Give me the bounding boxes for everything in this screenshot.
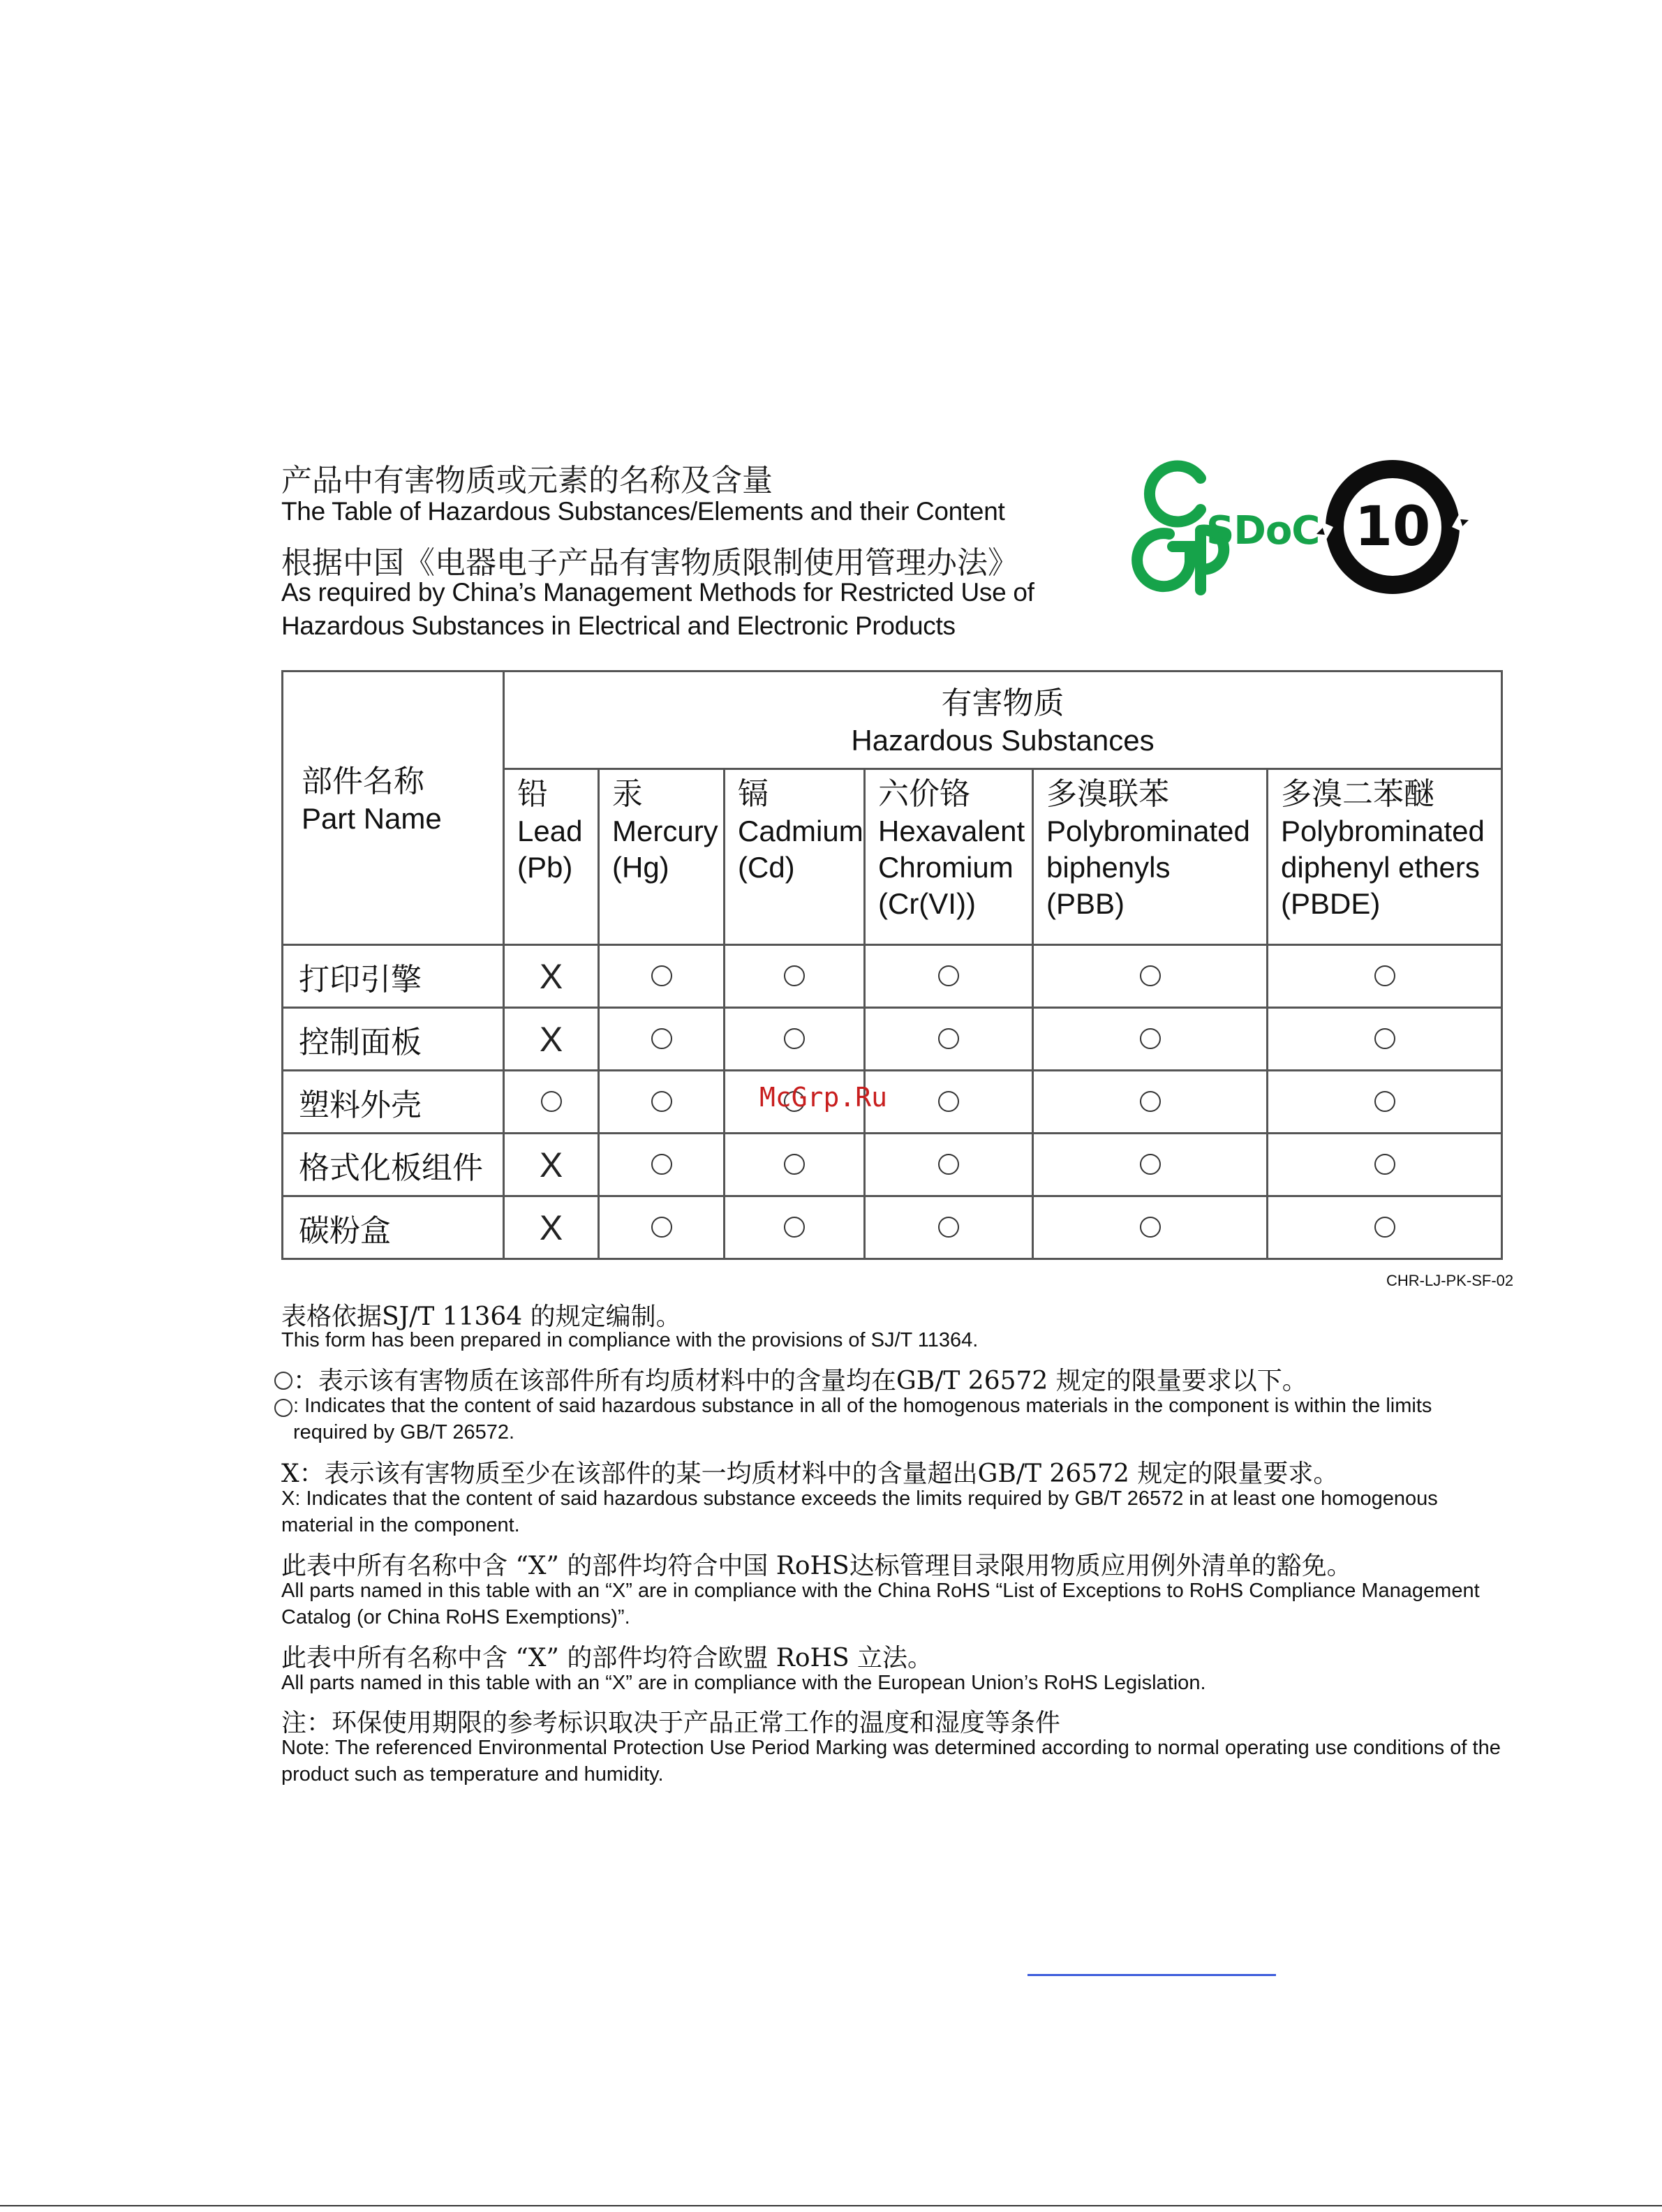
within-limit-circle-icon [1374,965,1395,986]
basis-zh: 根据中国《电器电子产品有害物质限制使用管理办法》 [281,545,1018,581]
within-limit-circle-icon [1140,1154,1161,1175]
substance-mark-cell [865,1008,1033,1071]
substance-mark-cell [1033,1196,1268,1259]
part-name-cell: 打印引擎 [283,945,504,1008]
substance-en-line1: Polybrominated [1281,815,1485,847]
within-limit-circle-icon [1140,1028,1161,1049]
substance-zh: 多溴二苯醚 [1281,776,1434,812]
substance-header [504,769,599,945]
substance-en-line2: (Hg) [612,851,669,884]
within-limit-circle-icon [938,1091,959,1112]
hazardous-substances-table [281,670,1503,1260]
substance-mark-cell [1033,945,1268,1008]
substance-mark-cell [1033,1134,1268,1196]
within-limit-circle-icon [1374,1154,1395,1175]
table-row [283,1008,1502,1071]
within-limit-circle-icon [1140,965,1161,986]
exceeds-mark: X [539,1019,563,1059]
note4-en: All parts named in this table with an “X” are in compliance with the China RoHS “List of Exceptions to RoHS Compliance Management Catalog (or China RoHS Exemptions)”. [281,1580,1480,1628]
note3-zh: X：表示该有害物质至少在该部件的某一均质材料中的含量超出GB/T 26572 规定的限量要求。 [281,1460,1339,1488]
form-code: CHR-LJ-PK-SF-02 [1386,1272,1514,1289]
hazard-en: Hazardous Substances [851,724,1155,757]
within-limit-circle-icon [651,1154,672,1175]
part-name-zh: 部件名称 [302,764,424,799]
substance-en-line3: (PBDE) [1281,887,1381,920]
within-limit-circle-icon [651,1217,672,1238]
substance-mark-cell [865,1071,1033,1134]
substance-mark-cell [504,1008,599,1071]
note6-zh: 注：环保使用期限的参考标识取决于产品正常工作的温度和湿度等条件 [281,1709,1061,1737]
substance-zh: 汞 [612,776,643,812]
circle-icon [274,1399,292,1417]
basis-en-line2: Hazardous Substances in Electrical and Electronic Products [281,611,956,640]
substance-en-line2: (Pb) [517,851,573,884]
substance-header [865,769,1033,945]
note5-zh: 此表中所有名称中含 “X” 的部件均符合欧盟 RoHS 立法。 [281,1644,933,1672]
note2-en: : Indicates that the content of said hazardous substance in all of the homogenous materials in the component is within the limits required by GB/T 26572. [293,1395,1432,1443]
within-limit-circle-icon [651,1091,672,1112]
part-name-cell: 塑料外壳 [283,1071,504,1134]
within-limit-circle-icon [938,965,959,986]
within-limit-circle-icon [938,1217,959,1238]
substance-mark-cell [725,945,865,1008]
substance-en-line3: (PBB) [1046,887,1125,920]
substance-mark-cell [599,1134,725,1196]
within-limit-circle-icon [784,1028,805,1049]
sdoc-logo: SDoC [1206,508,1320,554]
substance-mark-cell [504,1196,599,1259]
within-limit-circle-icon [938,1154,959,1175]
substance-mark-cell [504,945,599,1008]
hazard-zh: 有害物质 [941,685,1064,721]
watermark: McGrp.Ru [759,1082,888,1113]
within-limit-circle-icon [784,1217,805,1238]
exceeds-mark: X [539,1208,563,1247]
substance-header [1268,769,1502,945]
page-bottom-rule [0,2205,1662,2206]
within-limit-circle-icon [784,965,805,986]
substance-mark-cell [1033,1071,1268,1134]
substance-en-line2: diphenyl ethers [1281,851,1480,884]
substance-mark-cell [725,1008,865,1071]
within-limit-circle-icon [1140,1091,1161,1112]
link-underline[interactable] [1027,1974,1276,1976]
within-limit-circle-icon [938,1028,959,1049]
substance-mark-cell [725,1196,865,1259]
part-name-header [283,671,504,945]
substance-header [725,769,865,945]
exceeds-mark: X [539,1145,563,1185]
substance-mark-cell [504,1134,599,1196]
substance-mark-cell [1268,945,1502,1008]
substance-mark-cell [725,1134,865,1196]
substance-header [1033,769,1268,945]
note1-en: This form has been prepared in compliance with the provisions of SJ/T 11364. [281,1329,979,1351]
part-name-en: Part Name [302,802,442,835]
hazard-header [504,671,1502,769]
part-name-cell: 格式化板组件 [283,1134,504,1196]
note4-zh: 此表中所有名称中含 “X” 的部件均符合中国 RoHS达标管理目录限用物质应用例外清单的豁免。 [281,1552,1352,1580]
note1-zh: 表格依据SJ/T 11364 的规定编制。 [281,1302,681,1331]
substance-mark-cell [1268,1134,1502,1196]
part-name-cell: 碳粉盒 [283,1196,504,1259]
within-limit-circle-icon [1374,1217,1395,1238]
substance-en-line1: Hexavalent [878,815,1025,847]
substance-en-line2: biphenyls [1046,851,1171,884]
note2-zh: ：表示该有害物质在该部件所有均质材料中的含量均在GB/T 26572 规定的限量要求以下。 [293,1367,1307,1395]
table-row [283,1196,1502,1259]
substance-mark-cell [599,1071,725,1134]
substance-header [599,769,725,945]
substance-mark-cell [599,945,725,1008]
epup-10-icon [1312,457,1473,597]
part-name-cell: 控制面板 [283,1008,504,1071]
title-en: The Table of Hazardous Substances/Elements and their Content [281,497,1005,526]
table-row [283,1134,1502,1196]
substance-en-line1: Mercury [612,815,718,847]
substance-mark-cell [1268,1071,1502,1134]
substance-mark-cell [865,945,1033,1008]
substance-en-line1: Cadmium [738,815,863,847]
note3-en: X: Indicates that the content of said hazardous substance exceeds the limits required by GB/T 26572 in at least one homogenous material in the component. [281,1487,1438,1536]
substance-mark-cell [1268,1196,1502,1259]
substance-mark-cell [599,1008,725,1071]
substance-mark-cell [1033,1008,1268,1071]
substance-en-line2: (Cd) [738,851,795,884]
basis-en-line1: As required by China’s Management Methods for Restricted Use of [281,578,1034,607]
substance-en-line2: Chromium [878,851,1014,884]
substance-en-line3: (Cr(VI)) [878,887,976,920]
note6-en: Note: The referenced Environmental Protection Use Period Marking was determined according to normal operating use conditions of the product such as temperature and humidity. [281,1737,1501,1786]
substance-zh: 镉 [738,776,769,812]
within-limit-circle-icon [541,1091,562,1112]
within-limit-circle-icon [1140,1217,1161,1238]
substance-mark-cell [865,1196,1033,1259]
within-limit-circle-icon [1374,1028,1395,1049]
substance-zh: 铅 [517,776,548,812]
exceeds-mark: X [539,956,563,996]
within-limit-circle-icon [651,965,672,986]
substance-en-line1: Lead [517,815,583,847]
substance-mark-cell [599,1196,725,1259]
circle-icon [274,1372,292,1390]
within-limit-circle-icon [651,1028,672,1049]
table-row [283,945,1502,1008]
substance-mark-cell [504,1071,599,1134]
table-row [283,1071,1502,1134]
title-zh: 产品中有害物质或元素的名称及含量 [281,463,773,498]
substance-mark-cell [1268,1008,1502,1071]
substance-zh: 多溴联苯 [1046,776,1169,812]
epup-number: 10 [1354,496,1431,558]
within-limit-circle-icon [784,1154,805,1175]
substance-en-line1: Polybrominated [1046,815,1250,847]
substance-zh: 六价铬 [878,776,970,812]
substance-mark-cell [865,1134,1033,1196]
note5-en: All parts named in this table with an “X” are in compliance with the European Union’s RoHS Legislation. [281,1672,1206,1694]
within-limit-circle-icon [1374,1091,1395,1112]
